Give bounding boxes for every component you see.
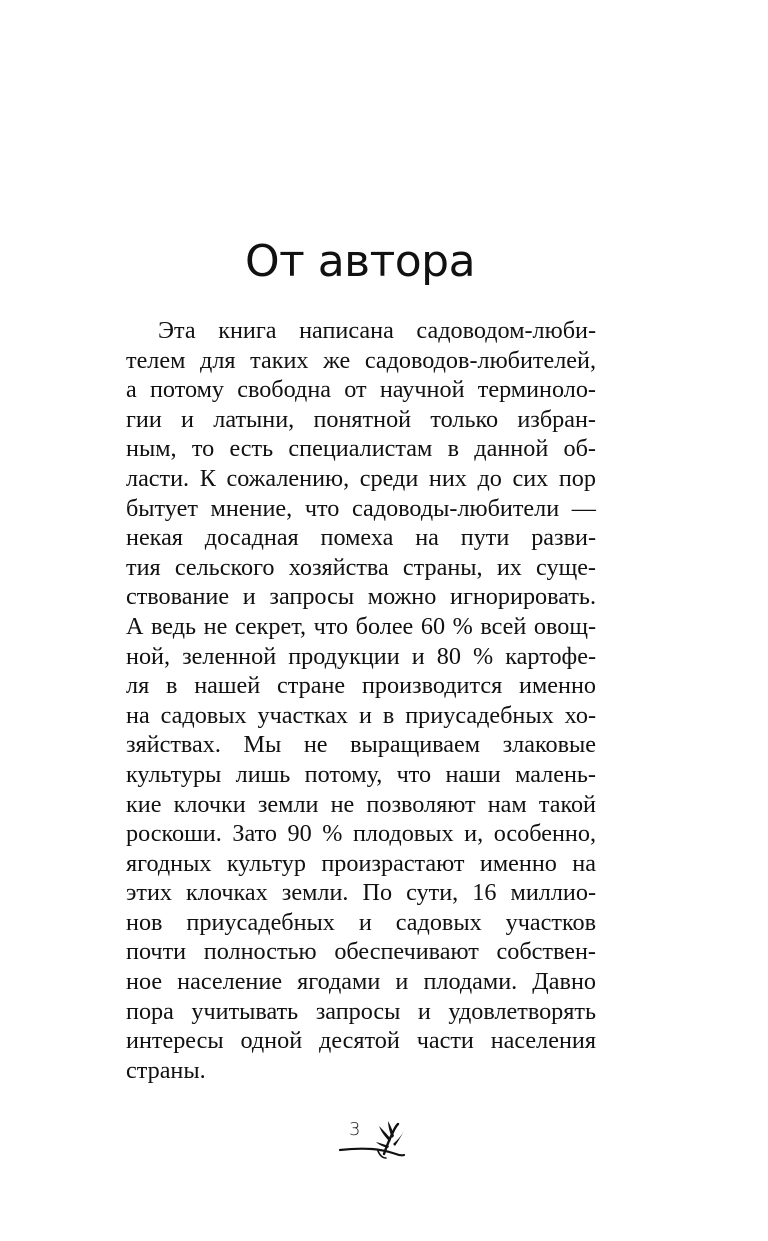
paragraph-line: бытует мнение, что садоводы-любители — xyxy=(126,494,596,522)
paragraph-line: тия сельского хозяйства страны, их суще- xyxy=(126,553,596,581)
paragraph-line: кие клочки земли не позволяют нам такой xyxy=(126,790,596,818)
paragraph-line: некая досадная помеха на пути разви- xyxy=(126,524,596,552)
paragraph-line: ля в нашей стране производится именно xyxy=(126,672,596,700)
paragraph-line: роскоши. Зато 90 % плодовых и, особенно, xyxy=(126,820,596,848)
page-number: 3 xyxy=(349,1119,361,1140)
paragraph-line: ствование и запросы можно игнорировать. xyxy=(126,583,596,611)
paragraph-line: интересы одной десятой части населения xyxy=(126,1027,596,1055)
paragraph-line: культуры лишь потому, что наши малень- xyxy=(126,760,596,788)
paragraph-line: почти полностью обеспечивают собствен- xyxy=(126,938,596,966)
paragraph-line: ным, то есть специалистам в данной об- xyxy=(126,435,596,463)
paragraph-line: ное население ягодами и плодами. Давно xyxy=(126,968,596,996)
paragraph-line: этих клочках земли. По сути, 16 миллио- xyxy=(126,879,596,907)
paragraph-line: ягодных культур произрастают именно на xyxy=(126,849,596,877)
paragraph-line: пора учитывать запросы и удовлетворять xyxy=(126,997,596,1025)
page-folio xyxy=(338,1118,408,1168)
body-paragraph xyxy=(126,316,596,1085)
paragraph-line: А ведь не секрет, что более 60 % всей овощ- xyxy=(126,612,596,640)
paragraph-line: нов приусадебных и садовых участков xyxy=(126,908,596,936)
paragraph-line: зяйствах. Мы не выращиваем злаковые xyxy=(126,731,596,759)
chapter-title: От автора xyxy=(244,236,476,287)
paragraph-line: Эта книга написана садоводом-люби- xyxy=(158,317,596,344)
dragonfly-ornament-icon xyxy=(338,1118,408,1168)
paragraph-line: страны. xyxy=(126,1056,206,1084)
paragraph-line: телем для таких же садоводов-любителей, xyxy=(126,346,596,374)
paragraph-line: гии и латыни, понятной только избран- xyxy=(126,405,596,433)
paragraph-line: а потому свободна от научной терминоло- xyxy=(126,376,596,404)
paragraph-line: на садовых участках и в приусадебных хо- xyxy=(126,701,596,729)
paragraph-line: ласти. К сожалению, среди них до сих пор xyxy=(126,464,596,492)
paragraph-line: ной, зеленной продукции и 80 % картофе- xyxy=(126,642,596,670)
